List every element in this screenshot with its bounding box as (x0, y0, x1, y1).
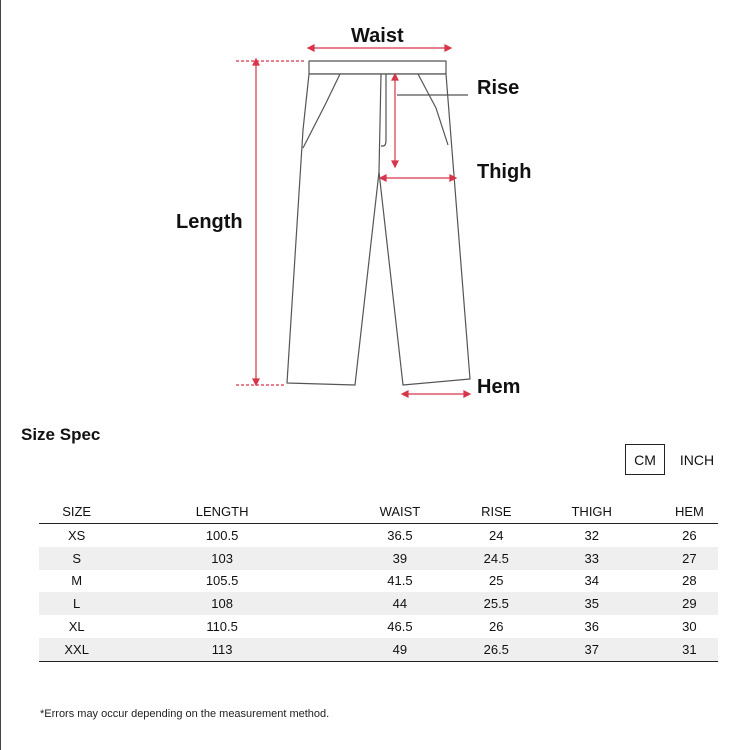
size-spec-table (39, 500, 718, 662)
cell-waist: 49 (330, 638, 470, 661)
cell-waist: 39 (330, 547, 470, 570)
table-header-row (39, 500, 718, 524)
cell-length: 100.5 (205, 527, 239, 543)
cell-length: 110.5 (206, 619, 238, 635)
column-header-size: SIZE (39, 500, 114, 524)
cell-rise: 24 (489, 527, 504, 543)
cell-rise: 24.5 (470, 547, 523, 570)
table-row (39, 524, 718, 547)
table-row (39, 615, 718, 638)
cell-size: XL (68, 619, 85, 635)
table-row (39, 592, 718, 615)
cell-rise: 25.5 (470, 592, 523, 615)
column-header-rise: RISE (470, 500, 523, 524)
cell-size: XXL (39, 638, 114, 661)
label-thigh: Thigh (477, 161, 532, 183)
table-row (39, 570, 718, 593)
cell-rise: 25 (489, 573, 504, 589)
label-rise: Rise (477, 77, 520, 99)
measurement-note: *Errors may occur depending on the measurement method. (40, 708, 330, 720)
size-spec-title: Size Spec (21, 425, 101, 444)
cell-thigh: 35 (523, 592, 661, 615)
column-header-length: LENGTH (114, 500, 330, 524)
cell-length: 105.5 (205, 573, 239, 589)
cell-thigh: 37 (523, 638, 661, 661)
column-header-waist: WAIST (330, 500, 470, 524)
cell-size: XS (67, 527, 86, 543)
cell-thigh: 34 (584, 573, 599, 589)
label-length: Length (176, 211, 243, 233)
unit-toggle-inch[interactable]: INCH (679, 451, 715, 468)
cell-thigh: 36 (584, 619, 599, 635)
cell-length: 103 (114, 547, 330, 570)
cell-rise: 26.5 (470, 638, 523, 661)
cell-hem: 29 (661, 592, 718, 615)
pants-outline (287, 61, 470, 385)
cell-waist: 36.5 (387, 527, 413, 543)
cell-waist: 46.5 (387, 619, 413, 635)
table-row (39, 547, 718, 570)
cell-thigh: 32 (584, 527, 599, 543)
cell-hem: 31 (661, 638, 718, 661)
column-header-hem: HEM (661, 500, 718, 524)
unit-toggle-cm[interactable]: CM (625, 444, 665, 475)
cell-length: 108 (114, 592, 330, 615)
table-row (39, 638, 718, 661)
cell-rise: 26 (489, 619, 504, 635)
cell-size: M (71, 573, 83, 589)
column-header-thigh: THIGH (523, 500, 661, 524)
cell-hem: 28 (682, 573, 697, 589)
cell-hem: 26 (682, 527, 697, 543)
cell-length: 113 (114, 638, 330, 661)
cell-hem: 27 (661, 547, 718, 570)
cell-waist: 44 (330, 592, 470, 615)
cell-hem: 30 (682, 619, 697, 635)
cell-thigh: 33 (523, 547, 661, 570)
cell-size: L (39, 592, 114, 615)
cell-size: S (39, 547, 114, 570)
label-hem: Hem (477, 376, 521, 398)
cell-waist: 41.5 (387, 573, 413, 589)
label-waist: Waist (351, 25, 404, 47)
